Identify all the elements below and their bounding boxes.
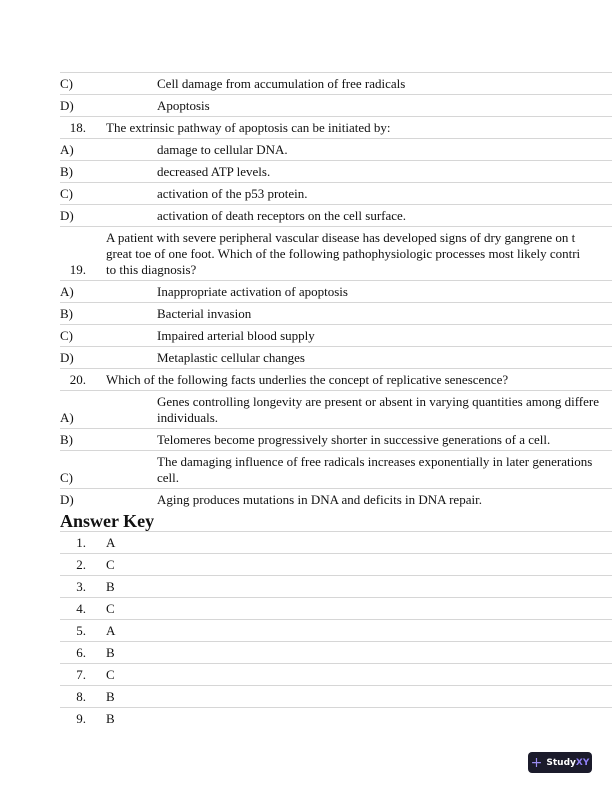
answer-row	[60, 707, 612, 729]
logo-prefix: Study	[546, 757, 576, 768]
answer-number: 2.	[76, 557, 86, 572]
answer-letter: A	[106, 623, 116, 638]
option-row	[60, 428, 612, 450]
option-row	[60, 346, 612, 368]
option-text: activation of death receptors on the cell surface.	[157, 208, 407, 223]
question-text	[106, 120, 390, 136]
option-row	[60, 138, 612, 160]
question-number: 18.	[69, 120, 86, 135]
answer-row	[60, 663, 612, 685]
option-text-line: cell.	[157, 470, 180, 485]
option-row	[60, 280, 612, 302]
option-label: B)	[60, 164, 73, 179]
answer-letter: B	[106, 645, 115, 660]
option-label: C)	[60, 186, 73, 201]
option-row	[60, 182, 612, 204]
answer-number: 4.	[76, 601, 86, 616]
option-row	[60, 204, 612, 226]
answer-letter: B	[106, 579, 115, 594]
option-text: activation of the p53 protein.	[157, 186, 308, 201]
option-row	[60, 390, 612, 428]
option-text-line: individuals.	[157, 410, 219, 425]
option-row	[60, 324, 612, 346]
option-label: A)	[60, 410, 74, 425]
option-label: D)	[60, 350, 74, 365]
answer-row	[60, 597, 612, 619]
question-document	[60, 72, 612, 729]
answer-row	[60, 685, 612, 707]
answer-letter: C	[106, 557, 115, 572]
answer-row	[60, 619, 612, 641]
answer-number: 6.	[76, 645, 86, 660]
option-label: A)	[60, 284, 74, 299]
answer-row	[60, 531, 612, 553]
answer-number: 7.	[76, 667, 86, 682]
logo-suffix: XY	[575, 757, 590, 768]
option-label: D)	[60, 98, 74, 113]
option-row	[60, 72, 612, 94]
question-text-line: A patient with severe peripheral vascular disease has developed signs of dry gangrene on t	[106, 230, 576, 245]
option-text: Cell damage from accumulation of free radicals	[157, 76, 406, 91]
option-row	[60, 302, 612, 324]
answer-letter: A	[106, 535, 116, 550]
option-row	[60, 94, 612, 116]
option-row	[60, 450, 612, 488]
answer-letter: B	[106, 689, 115, 704]
question-row	[60, 116, 612, 138]
studyxy-logo[interactable]	[528, 752, 592, 773]
option-text	[157, 454, 592, 486]
option-label: B)	[60, 306, 73, 321]
option-text	[157, 394, 599, 426]
option-label: C)	[60, 76, 73, 91]
option-text: Telomeres become progressively shorter in successive generations of a cell.	[157, 432, 551, 447]
answer-number: 1.	[76, 535, 86, 550]
option-label: B)	[60, 432, 73, 447]
option-text: Apoptosis	[157, 98, 210, 113]
option-label: C)	[60, 470, 73, 485]
option-label: D)	[60, 208, 74, 223]
question-text	[106, 230, 580, 278]
answer-number: 9.	[76, 711, 86, 726]
answer-row	[60, 641, 612, 663]
option-row	[60, 488, 612, 510]
option-text-line: Genes controlling longevity are present or absent in varying quantities among differe	[157, 394, 599, 409]
answer-key-heading: Answer Key	[60, 511, 155, 531]
option-text: Inappropriate activation of apoptosis	[157, 284, 348, 299]
answer-letter: B	[106, 711, 115, 726]
option-label: D)	[60, 492, 74, 507]
answer-letter: C	[106, 601, 115, 616]
question-text-line: to this diagnosis?	[106, 262, 197, 277]
option-text: Aging produces mutations in DNA and deficits in DNA repair.	[157, 492, 482, 507]
question-text-line: great toe of one foot. Which of the following pathophysiologic processes most likely contri	[106, 246, 581, 261]
question-number: 19.	[69, 262, 86, 277]
option-text: Bacterial invasion	[157, 306, 252, 321]
question-text	[106, 372, 508, 388]
question-row	[60, 368, 612, 390]
question-text-line: The extrinsic pathway of apoptosis can be initiated by:	[106, 120, 391, 135]
answer-number: 5.	[76, 623, 86, 638]
question-number: 20.	[69, 372, 86, 387]
answer-row	[60, 553, 612, 575]
option-text: decreased ATP levels.	[157, 164, 271, 179]
option-row	[60, 160, 612, 182]
answer-row	[60, 575, 612, 597]
question-row	[60, 226, 612, 280]
option-text-line: The damaging influence of free radicals increases exponentially in later generations	[157, 454, 593, 469]
plus-icon: +	[530, 754, 543, 771]
question-text-line: Which of the following facts underlies the concept of replicative senescence?	[106, 372, 509, 387]
option-text: Impaired arterial blood supply	[157, 328, 315, 343]
answer-number: 8.	[76, 689, 86, 704]
option-text: Metaplastic cellular changes	[157, 350, 305, 365]
option-label: C)	[60, 328, 73, 343]
option-text: damage to cellular DNA.	[157, 142, 288, 157]
option-label: A)	[60, 142, 74, 157]
answer-letter: C	[106, 667, 115, 682]
answer-number: 3.	[76, 579, 86, 594]
